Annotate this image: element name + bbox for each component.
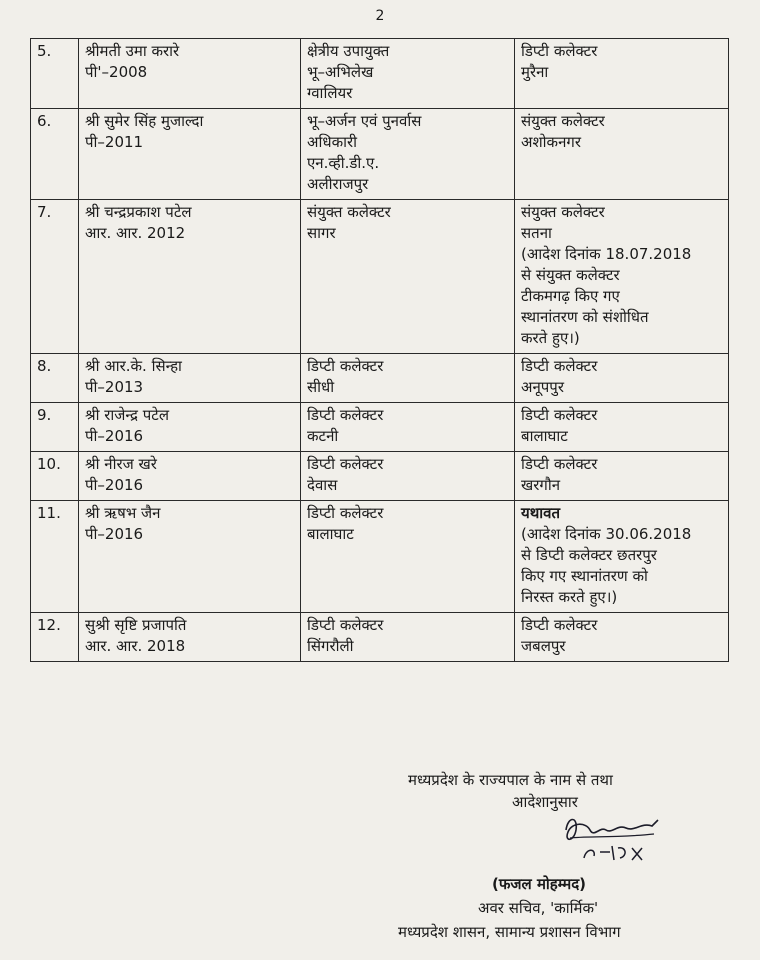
cell-text-line: सिंगरौली [307,637,354,655]
officer-name-cell [79,452,301,501]
cell-text-line: डिप्टी कलेक्टर [521,406,598,424]
current-posting-cell [301,200,515,354]
cell-text-line: ग्वालियर [307,84,353,102]
cell-text-line: बालाघाट [307,525,354,543]
cell-text-line: श्री आर.के. सिन्हा [85,357,182,375]
cell-text-line: डिप्टी कलेक्टर [307,357,384,375]
cell-text-line: सुश्री सृष्टि प्रजापति [85,616,187,634]
officer-name-cell [79,200,301,354]
signature-image [556,808,666,866]
cell-text-line: निरस्त करते हुए।) [521,588,618,606]
cell-text-line: डिप्टी कलेक्टर [521,357,598,375]
cell-text-line: संयुक्त कलेक्टर [521,112,605,130]
cell-text-line: बालाघाट [521,427,568,445]
cell-text-line: अधिकारी [307,133,357,151]
cell-text-line: टीकमगढ़ किए गए [521,287,620,305]
serial-number: 10. [31,452,79,501]
cell-text-line: सतना [521,224,552,242]
cell-text-line: जबलपुर [521,637,566,655]
cell-text-line: सागर [307,224,336,242]
serial-number: 8. [31,354,79,403]
cell-text-line: आर. आर. 2012 [85,224,186,242]
cell-text-line: डिप्टी कलेक्टर [307,616,384,634]
new-posting-cell [515,354,729,403]
cell-text-line: से डिप्टी कलेक्टर छतरपुर [521,546,657,564]
cell-text-line: एन.व्ही.डी.ए. [307,154,380,172]
cell-text-line: अशोकनगर [521,133,581,151]
cell-text-line: भू–अभिलेख [307,63,374,81]
cell-text-line: डिप्टी कलेक्टर [307,406,384,424]
page-number: 2 [375,8,385,24]
serial-number: 6. [31,109,79,200]
cell-text-line: पी–2016 [85,476,144,494]
officer-department: मध्यप्रदेश शासन, सामान्य प्रशासन विभाग [398,923,621,941]
cell-text-line: श्री ऋषभ जैन [85,504,161,522]
cell-text-line: अनूपपुर [521,378,564,396]
cell-text-line: क्षेत्रीय उपायुक्त [307,42,390,60]
new-posting-cell [515,501,729,613]
new-posting-cell [515,613,729,662]
table-row [31,354,729,403]
signoff-line-1: मध्यप्रदेश के राज्यपाल के नाम से तथा [408,771,613,789]
current-posting-cell [301,613,515,662]
cell-text-line: पी–2011 [85,133,144,151]
cell-text-line: संयुक्त कलेक्टर [521,203,605,221]
current-posting-cell [301,501,515,613]
officer-name: (फजल मोहम्मद) [492,875,587,893]
cell-text-line: सीधी [307,378,335,396]
officer-name-cell [79,109,301,200]
cell-text-line: श्री चन्द्रप्रकाश पटेल [85,203,192,221]
table-row [31,200,729,354]
serial-number: 7. [31,200,79,354]
cell-text-line: डिप्टी कलेक्टर [521,455,598,473]
serial-number: 9. [31,403,79,452]
serial-number: 11. [31,501,79,613]
cell-text-line: पी–2016 [85,525,144,543]
signoff-line-2: आदेशानुसार [512,793,578,811]
cell-text-line: पी'–2008 [85,63,148,81]
current-posting-cell [301,403,515,452]
officer-name-cell [79,613,301,662]
cell-text-line: से संयुक्त कलेक्टर [521,266,620,284]
table-row [31,613,729,662]
officer-name-cell [79,501,301,613]
cell-text-line: भू–अर्जन एवं पुनर्वास [307,112,422,130]
cell-text-line: संयुक्त कलेक्टर [307,203,391,221]
cell-text-line: डिप्टी कलेक्टर [307,455,384,473]
cell-text-line: डिप्टी कलेक्टर [521,616,598,634]
new-posting-cell [515,452,729,501]
new-posting-cell [515,200,729,354]
table-row [31,501,729,613]
table-row [31,452,729,501]
officer-name-cell [79,403,301,452]
serial-number: 5. [31,39,79,109]
cell-text-line: (आदेश दिनांक 18.07.2018 [521,245,692,263]
new-posting-cell [515,109,729,200]
cell-text-line: आर. आर. 2018 [85,637,186,655]
serial-number: 12. [31,613,79,662]
cell-text-line: देवास [307,476,338,494]
cell-text-line: श्री नीरज खरे [85,455,157,473]
cell-text-line: पी–2016 [85,427,144,445]
cell-text-line: डिप्टी कलेक्टर [521,42,598,60]
current-posting-cell [301,109,515,200]
cell-text-line: करते हुए।) [521,329,580,347]
cell-text-line: अलीराजपुर [307,175,369,193]
cell-text-line: श्री राजेन्द्र पटेल [85,406,170,424]
current-posting-cell [301,354,515,403]
cell-text-line: कटनी [307,427,339,445]
table-row [31,39,729,109]
new-posting-cell [515,39,729,109]
officer-name-cell [79,354,301,403]
cell-text-line: मुरैना [521,63,549,81]
table-row [31,403,729,452]
cell-text-line: खरगौन [521,476,561,494]
cell-text-line: श्री सुमेर सिंह मुजाल्दा [85,112,204,130]
cell-text-line: डिप्टी कलेक्टर [307,504,384,522]
cell-text-line: (आदेश दिनांक 30.06.2018 [521,525,692,543]
transfer-table [30,38,729,662]
cell-text-line: श्रीमती उमा करारे [85,42,180,60]
current-posting-cell [301,39,515,109]
cell-text-line: पी–2013 [85,378,144,396]
officer-designation: अवर सचिव, 'कार्मिक' [478,899,599,917]
cell-text-line: किए गए स्थानांतरण को [521,567,648,585]
cell-text-line: स्थानांतरण को संशोधित [521,308,649,326]
officer-name-cell [79,39,301,109]
table-row [31,109,729,200]
current-posting-cell [301,452,515,501]
cell-text-line: यथावत [521,504,561,522]
new-posting-cell [515,403,729,452]
